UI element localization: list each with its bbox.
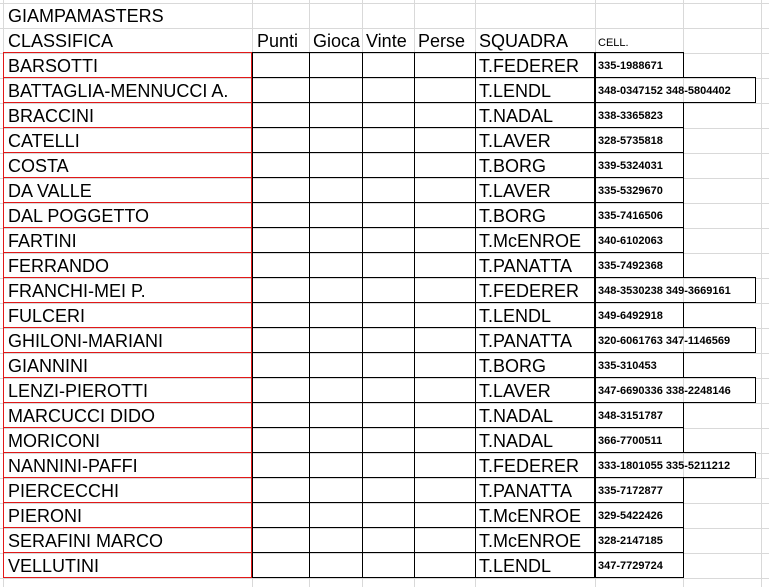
phone-value: 329-5422426 [598,510,663,522]
squadra-cell[interactable] [475,552,596,578]
player-name: PIERCECCHI [8,481,120,501]
perse-cell[interactable] [414,277,476,303]
player-name: MARCUCCI DIDO [8,406,155,426]
name-cell[interactable] [3,127,252,153]
squadra-value: T.LAVER [479,131,551,151]
perse-cell[interactable] [414,502,476,528]
gioca-cell[interactable] [309,177,363,203]
player-name: BATTAGLIA-MENNUCCI A. [8,81,229,101]
phone-value: 333-1801055 335-5211212 [598,460,731,472]
gioca-cell[interactable] [309,77,363,103]
name-cell[interactable] [3,52,252,78]
player-name: CATELLI [8,131,80,151]
name-cell[interactable] [3,252,252,278]
squadra-cell[interactable] [475,327,596,353]
grid-hline [0,3,769,4]
vinte-cell[interactable] [362,102,415,128]
phone-value: 328-2147185 [598,535,663,547]
name-cell[interactable] [3,377,252,403]
squadra-cell[interactable] [475,527,596,553]
phone-value: 328-5735818 [598,135,663,147]
header-squadra[interactable]: SQUADRA [479,31,569,51]
punti-cell[interactable] [252,227,310,253]
punti-cell[interactable] [252,177,310,203]
phone-value: 339-5324031 [598,160,663,172]
punti-cell[interactable] [252,527,310,553]
player-name: DA VALLE [8,181,92,201]
gioca-cell[interactable] [309,527,363,553]
player-name: FERRANDO [8,256,110,276]
vinte-cell[interactable] [362,477,415,503]
squadra-value: T.BORG [479,206,547,226]
vinte-cell[interactable] [362,552,415,578]
phone-cell[interactable] [594,402,684,428]
punti-cell[interactable] [252,102,310,128]
phone-cell[interactable] [594,352,684,378]
phone-value: 348-3151787 [598,410,663,422]
perse-cell[interactable] [414,252,476,278]
name-cell[interactable] [3,152,252,178]
vinte-cell[interactable] [362,352,415,378]
squadra-value: T.PANATTA [479,331,573,351]
punti-cell[interactable] [252,277,310,303]
phone-value: 338-3365823 [598,110,663,122]
player-name: GIANNINI [8,356,89,376]
phone-value: 366-7700511 [598,435,663,447]
perse-cell[interactable] [414,227,476,253]
phone-cell[interactable] [594,227,684,253]
phone-cell[interactable] [594,127,684,153]
punti-cell[interactable] [252,327,310,353]
gioca-cell[interactable] [309,102,363,128]
squadra-cell[interactable] [475,277,596,303]
phone-value: 348-3530238 349-3669161 [598,285,731,297]
squadra-value: T.PANATTA [479,256,573,276]
punti-cell[interactable] [252,402,310,428]
squadra-cell[interactable] [475,177,596,203]
perse-cell[interactable] [414,127,476,153]
grid-hline [0,578,769,579]
squadra-value: T.BORG [479,156,547,176]
phone-value: 347-7729724 [598,560,663,572]
player-name: NANNINI-PAFFI [8,456,138,476]
vinte-cell[interactable] [362,202,415,228]
name-cell[interactable] [3,527,252,553]
gioca-cell[interactable] [309,452,363,478]
gioca-cell[interactable] [309,202,363,228]
squadra-cell[interactable] [475,52,596,78]
phone-cell[interactable] [594,502,684,528]
perse-cell[interactable] [414,102,476,128]
punti-cell[interactable] [252,352,310,378]
gioca-cell[interactable] [309,302,363,328]
squadra-cell[interactable] [475,77,596,103]
vinte-cell[interactable] [362,327,415,353]
gioca-cell[interactable] [309,152,363,178]
phone-value: 335-7172877 [598,485,663,497]
squadra-value: T.FEDERER [479,281,580,301]
vinte-cell[interactable] [362,302,415,328]
phone-value: 340-6102063 [598,235,663,247]
punti-cell[interactable] [252,202,310,228]
phone-cell[interactable] [594,427,684,453]
punti-cell[interactable] [252,502,310,528]
phone-value: 335-7492368 [598,260,663,272]
squadra-cell[interactable] [475,102,596,128]
header-cell[interactable]: CELL. [598,37,629,49]
name-cell[interactable] [3,302,252,328]
vinte-cell[interactable] [362,452,415,478]
squadra-value: T.NADAL [479,431,554,451]
gioca-cell[interactable] [309,352,363,378]
punti-cell[interactable] [252,152,310,178]
gioca-cell[interactable] [309,502,363,528]
name-cell[interactable] [3,202,252,228]
player-name: PIERONI [8,506,83,526]
squadra-value: T.FEDERER [479,56,580,76]
name-cell[interactable] [3,227,252,253]
punti-cell[interactable] [252,127,310,153]
perse-cell[interactable] [414,477,476,503]
squadra-cell[interactable] [475,502,596,528]
vinte-cell[interactable] [362,502,415,528]
squadra-cell[interactable] [475,152,596,178]
phone-cell[interactable] [594,327,756,353]
phone-cell[interactable] [594,77,756,103]
phone-cell[interactable] [594,527,684,553]
squadra-cell[interactable] [475,402,596,428]
punti-cell[interactable] [252,377,310,403]
perse-cell[interactable] [414,377,476,403]
name-cell[interactable] [3,427,252,453]
squadra-cell[interactable] [475,477,596,503]
phone-cell[interactable] [594,52,684,78]
squadra-value: T.PANATTA [479,481,573,501]
perse-cell[interactable] [414,52,476,78]
phone-cell[interactable] [594,202,684,228]
phone-cell[interactable] [594,552,684,578]
name-cell[interactable] [3,477,252,503]
player-name: MORICONI [8,431,100,451]
name-cell[interactable] [3,327,252,353]
vinte-cell[interactable] [362,77,415,103]
player-name: COSTA [8,156,69,176]
vinte-cell[interactable] [362,277,415,303]
squadra-value: T.NADAL [479,106,554,126]
vinte-cell[interactable] [362,227,415,253]
header-perse[interactable]: Perse [418,31,466,51]
gioca-cell[interactable] [309,377,363,403]
squadra-value: T.FEDERER [479,456,580,476]
punti-cell[interactable] [252,552,310,578]
squadra-cell[interactable] [475,227,596,253]
gioca-cell[interactable] [309,227,363,253]
squadra-cell[interactable] [475,252,596,278]
squadra-cell[interactable] [475,202,596,228]
punti-cell[interactable] [252,477,310,503]
vinte-cell[interactable] [362,377,415,403]
squadra-value: T.LENDL [479,306,552,326]
phone-value: 348-0347152 348-5804402 [598,85,731,97]
gioca-cell[interactable] [309,127,363,153]
perse-cell[interactable] [414,77,476,103]
gioca-cell[interactable] [309,277,363,303]
squadra-value: T.LENDL [479,556,552,576]
sheet-title[interactable]: GIAMPAMASTERS [8,6,164,26]
phone-cell[interactable] [594,477,684,503]
grid-hline [0,28,769,29]
header-vinte[interactable]: Vinte [366,31,407,51]
squadra-value: T.LAVER [479,181,551,201]
vinte-cell[interactable] [362,252,415,278]
squadra-value: T.NADAL [479,406,554,426]
player-name: LENZI-PIEROTTI [8,381,149,401]
gioca-cell[interactable] [309,427,363,453]
squadra-cell[interactable] [475,127,596,153]
name-cell[interactable] [3,352,252,378]
phone-cell[interactable] [594,252,684,278]
perse-cell[interactable] [414,202,476,228]
vinte-cell[interactable] [362,427,415,453]
punti-cell[interactable] [252,452,310,478]
phone-cell[interactable] [594,277,756,303]
perse-cell[interactable] [414,152,476,178]
name-cell[interactable] [3,77,252,103]
punti-cell[interactable] [252,427,310,453]
squadra-cell[interactable] [475,427,596,453]
player-name: DAL POGGETTO [8,206,150,226]
phone-value: 320-6061763 347-1146569 [598,335,731,347]
player-name: FULCERI [8,306,86,326]
phone-value: 335-7416506 [598,210,663,222]
name-cell[interactable] [3,177,252,203]
name-cell[interactable] [3,102,252,128]
name-cell[interactable] [3,452,252,478]
phone-cell[interactable] [594,102,684,128]
name-cell[interactable] [3,552,252,578]
squadra-value: T.McENROE [479,506,582,526]
grid-vline [761,0,762,587]
name-cell[interactable] [3,502,252,528]
squadra-value: T.BORG [479,356,547,376]
gioca-cell[interactable] [309,552,363,578]
vinte-cell[interactable] [362,177,415,203]
player-name: BRACCINI [8,106,95,126]
perse-cell[interactable] [414,427,476,453]
squadra-value: T.McENROE [479,231,582,251]
squadra-value: T.McENROE [479,531,582,551]
name-cell[interactable] [3,277,252,303]
squadra-cell[interactable] [475,377,596,403]
squadra-cell[interactable] [475,452,596,478]
header-classifica[interactable]: CLASSIFICA [8,31,114,51]
gioca-cell[interactable] [309,402,363,428]
squadra-cell[interactable] [475,302,596,328]
phone-value: 335-1988671 [598,60,663,72]
punti-cell[interactable] [252,52,310,78]
player-name: VELLUTINI [8,556,100,576]
perse-cell[interactable] [414,352,476,378]
perse-cell[interactable] [414,452,476,478]
squadra-value: T.LENDL [479,81,552,101]
punti-cell[interactable] [252,302,310,328]
phone-cell[interactable] [594,177,684,203]
player-name: BARSOTTI [8,56,99,76]
vinte-cell[interactable] [362,52,415,78]
punti-cell[interactable] [252,77,310,103]
header-gioca[interactable]: Gioca [313,31,361,51]
name-cell[interactable] [3,402,252,428]
player-name: SERAFINI MARCO [8,531,164,551]
phone-cell[interactable] [594,377,756,403]
vinte-cell[interactable] [362,527,415,553]
phone-cell[interactable] [594,152,684,178]
squadra-cell[interactable] [475,352,596,378]
punti-cell[interactable] [252,252,310,278]
perse-cell[interactable] [414,552,476,578]
perse-cell[interactable] [414,527,476,553]
perse-cell[interactable] [414,177,476,203]
phone-cell[interactable] [594,302,684,328]
vinte-cell[interactable] [362,402,415,428]
gioca-cell[interactable] [309,252,363,278]
perse-cell[interactable] [414,327,476,353]
gioca-cell[interactable] [309,327,363,353]
player-name: FARTINI [8,231,77,251]
phone-value: 335-310453 [598,360,657,372]
perse-cell[interactable] [414,302,476,328]
phone-cell[interactable] [594,452,756,478]
vinte-cell[interactable] [362,152,415,178]
phone-value: 349-6492918 [598,310,663,322]
header-punti[interactable]: Punti [257,31,299,51]
vinte-cell[interactable] [362,127,415,153]
player-name: FRANCHI-MEI P. [8,281,146,301]
phone-value: 347-6690336 338-2248146 [598,385,731,397]
player-name: GHILONI-MARIANI [8,331,164,351]
gioca-cell[interactable] [309,477,363,503]
gioca-cell[interactable] [309,52,363,78]
squadra-value: T.LAVER [479,381,551,401]
perse-cell[interactable] [414,402,476,428]
phone-value: 335-5329670 [598,185,663,197]
